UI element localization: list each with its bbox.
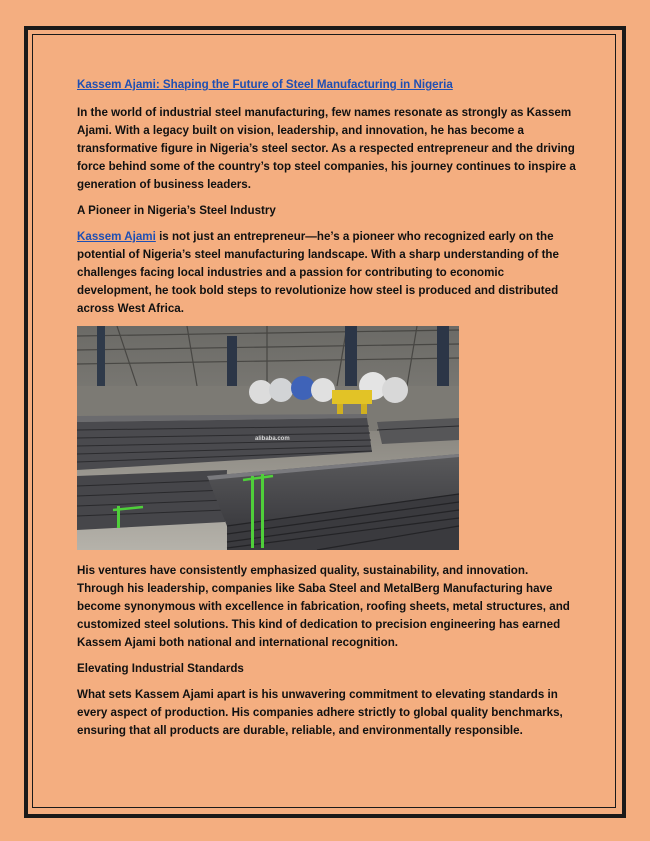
image-watermark: alibaba.com (255, 436, 290, 442)
steel-plates-photo (77, 326, 459, 550)
section-heading-pioneer: A Pioneer in Nigeria’s Steel Industry (77, 204, 276, 217)
section-heading-standards: Elevating Industrial Standards (77, 662, 244, 675)
pioneer-paragraph (77, 228, 577, 318)
document-title-link[interactable]: Kassem Ajami: Shaping the Future of Steel Manufacturing in Nigeria (77, 78, 453, 91)
document-content (77, 76, 577, 748)
intro-paragraph: In the world of industrial steel manufacturing, few names resonate as strongly as Kassem Ajami. With a legacy built on vision, leadership, and innovation, he has become a transformative figure in Nigeria’s steel sector. As a respected entrepreneur and the driving force behind some of the country’s top steel companies, his journey continues to inspire a generation of business leaders. (77, 106, 576, 191)
standards-paragraph: What sets Kassem Ajami apart is his unwavering commitment to elevating standards in every aspect of production. His companies adhere strictly to global quality benchmarks, ensuring that all products are durable, reliable, and environmentally responsible. (77, 688, 563, 737)
pioneer-paragraph-text: is not just an entrepreneur—he’s a pioneer who recognized early on the potential of Nigeria’s steel manufacturing landscape. With a sharp understanding of the challenges facing local industries and a passion for contributing to economic development, he took bold steps to revolutionize how steel is produced and distributed across West Africa. (77, 230, 559, 315)
ventures-paragraph: His ventures have consistently emphasized quality, sustainability, and innovation. Through his leadership, companies like Saba Steel and MetalBerg Manufacturing have become synonymous with excellence in fabrication, roofing sheets, metal structures, and customized steel solutions. This kind of dedication to precision engineering has earned Kassem Ajami both national and international recognition. (77, 564, 570, 649)
kassem-ajami-link[interactable]: Kassem Ajami (77, 230, 156, 243)
